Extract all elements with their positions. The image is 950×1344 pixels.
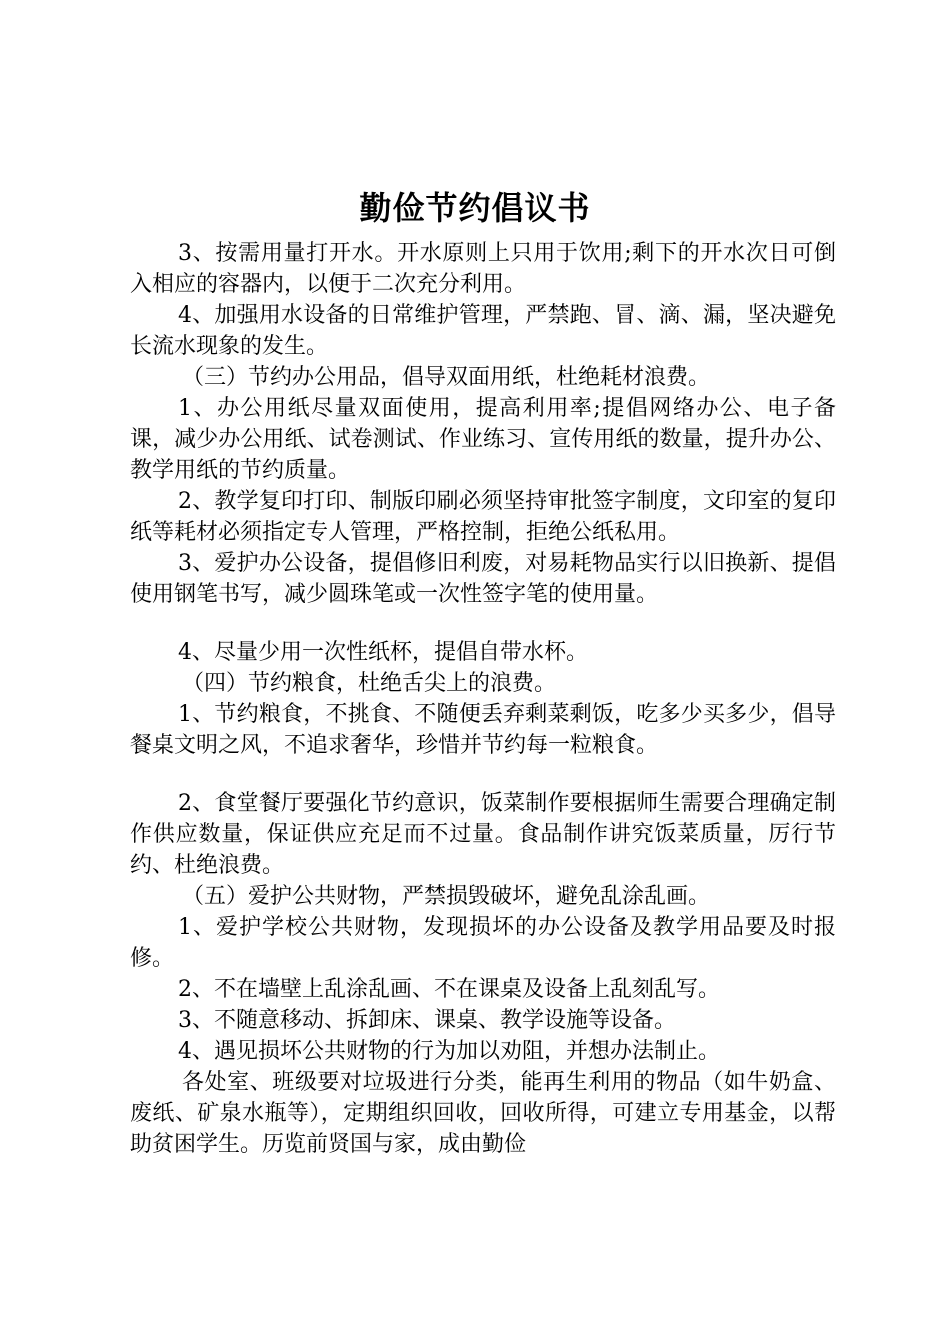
paragraph: 1、节约粮食，不挑食、不随便丢弃剩菜剩饭，吃多少买多少，倡导餐桌文明之风，不追求奢华，珍惜并节约每一粒粮食。 <box>130 702 836 758</box>
paragraph: 3、按需用量打开水。开水原则上只用于饮用;剩下的开水次日可倒入相应的容器内，以便于二次充分利用。 <box>130 241 836 297</box>
paragraph: 3、不随意移动、拆卸床、课桌、教学设施等设备。 <box>178 1008 676 1033</box>
document-body <box>130 238 836 1160</box>
paragraph: 2、教学复印打印、制版印刷必须坚持审批签字制度，文印室的复印纸等耗材必须指定专人管理，严格控制，拒绝公纸私用。 <box>130 489 836 545</box>
paragraph: 2、不在墙壁上乱涂乱画、不在课桌及设备上乱刻乱写。 <box>178 977 720 1002</box>
paragraph: 4、遇见损坏公共财物的行为加以劝阻，并想办法制止。 <box>178 1039 720 1064</box>
paragraph: 4、尽量少用一次性纸杯，提倡自带水杯。 <box>178 640 588 665</box>
section-heading: （三）节约办公用品，倡导双面用纸，杜绝耗材浪费。 <box>182 365 711 390</box>
paragraph: 2、食堂餐厅要强化节约意识，饭菜制作要根据师生需要合理确定制作供应数量，保证供应充足而不过量。食品制作讲究饭菜质量，厉行节约、杜绝浪费。 <box>130 791 836 878</box>
section-heading: （四）节约粮食，杜绝舌尖上的浪费。 <box>182 671 557 696</box>
paragraph: 1、办公用纸尽量双面使用，提高利用率;提倡网络办公、电子备课，减少办公用纸、试卷测试、作业练习、宣传用纸的数量，提升办公、教学用纸的节约质量。 <box>130 396 836 483</box>
document-title: 勤俭节约倡议书 <box>359 189 591 227</box>
paragraph: 4、加强用水设备的日常维护管理，严禁跑、冒、滴、漏，坚决避免长流水现象的发生。 <box>130 303 836 359</box>
paragraph: 3、爱护办公设备，提倡修旧利废，对易耗物品实行以旧换新、提倡使用钢笔书写，减少圆珠笔或一次性签字笔的使用量。 <box>130 551 836 607</box>
section-heading: （五）爱护公共财物，严禁损毁破坏，避免乱涂乱画。 <box>182 884 711 909</box>
paragraph: 1、爱护学校公共财物，发现损坏的办公设备及教学用品要及时报修。 <box>130 915 836 971</box>
paragraph: 各处室、班级要对垃圾进行分类，能再生利用的物品（如牛奶盒、废纸、矿泉水瓶等），定期组织回收，回收所得，可建立专用基金，以帮助贫困学生。历览前贤国与家，成由勤俭 <box>130 1070 836 1157</box>
